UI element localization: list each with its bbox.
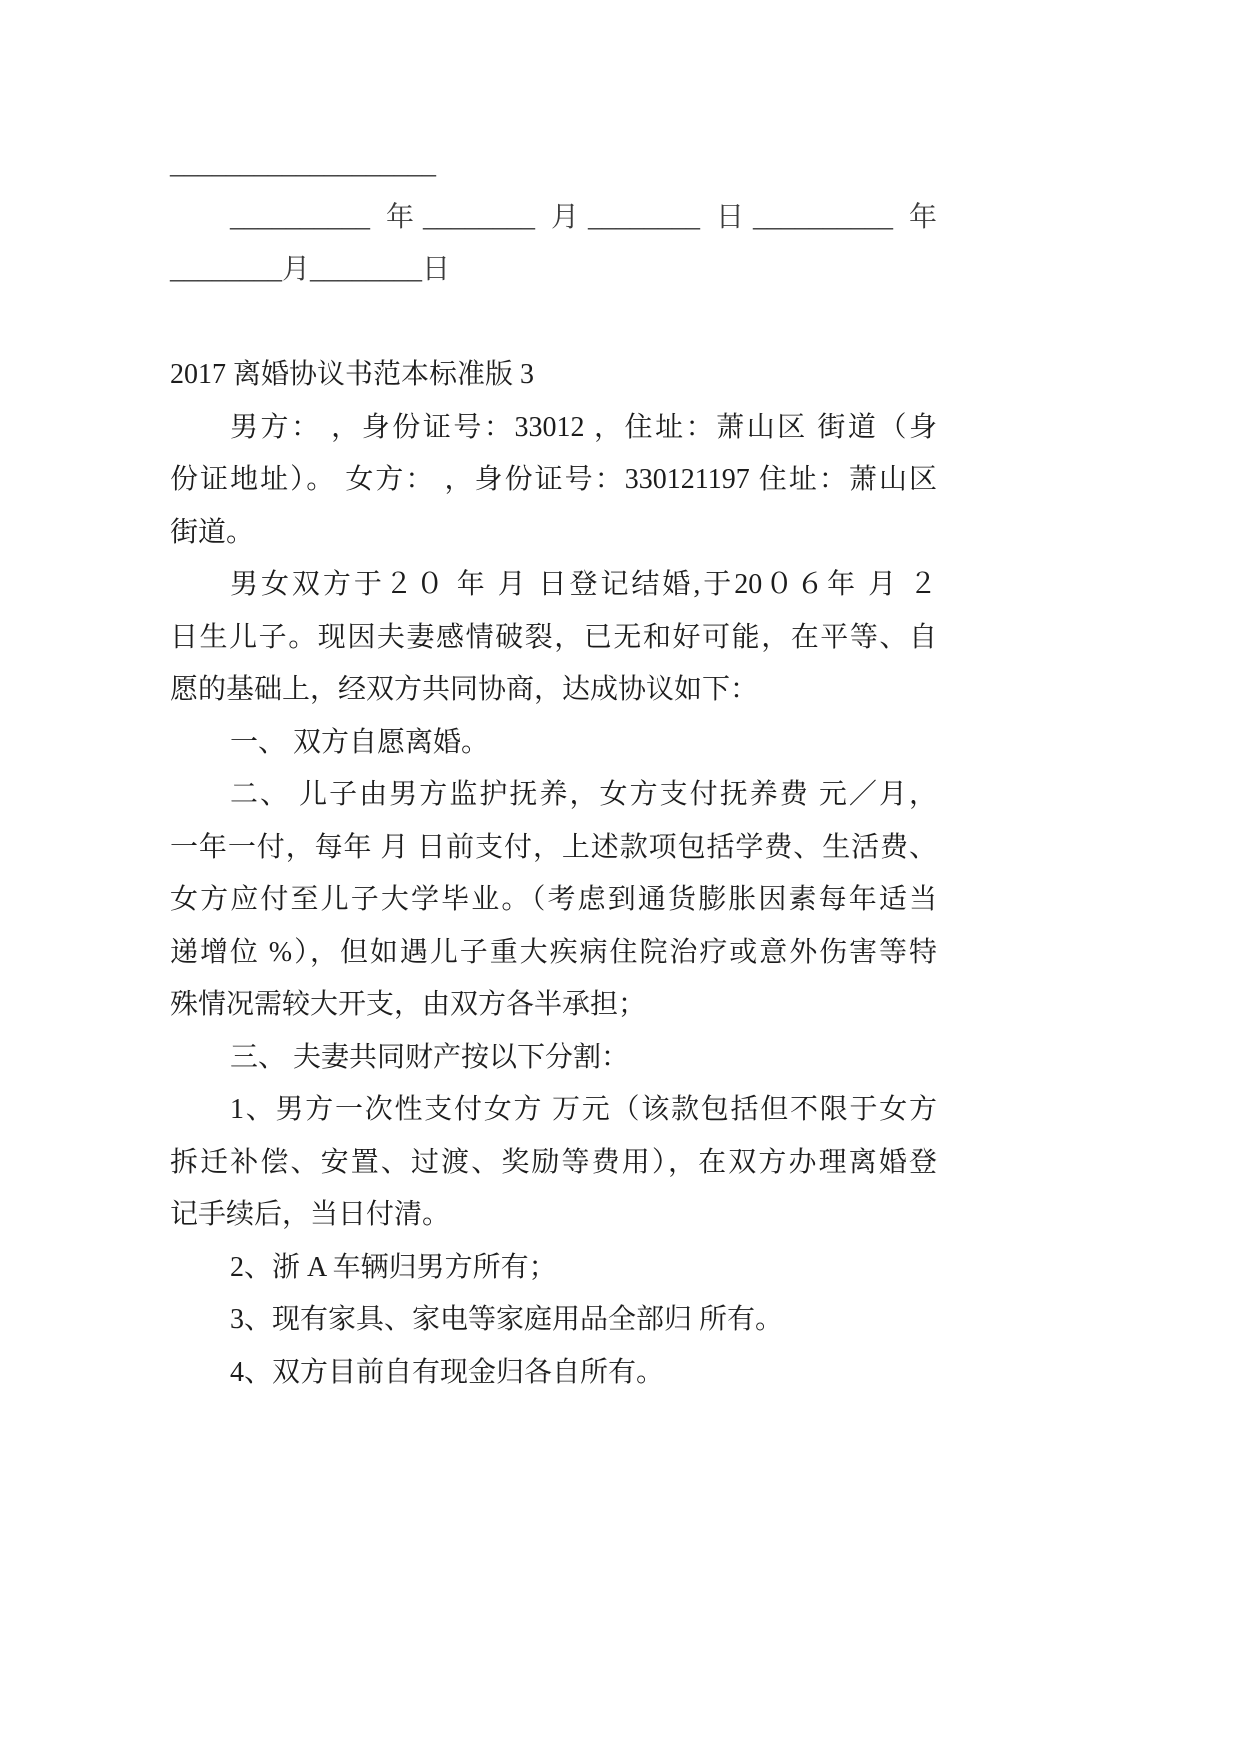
paragraph-line: 日生儿子。现因夫妻感情破裂，已无和好可能，在平等、自 <box>170 621 937 653</box>
clause-3: 三、 夫妻共同财产按以下分割： <box>230 1041 630 1073</box>
clause-1: 一、 双方自愿离婚。 <box>230 726 490 758</box>
paragraph-line: 1、男方一次性支付女方 万元（该款包括但不限于女方 <box>230 1094 937 1125</box>
blank-spacer <box>170 297 937 350</box>
document-title: 2017 离婚协议书范本标准版 3 <box>170 359 535 390</box>
parties-paragraph <box>170 402 937 560</box>
paragraph-line: 殊情况需较大开支，由双方各半承担； <box>170 989 647 1020</box>
date-blank-line: ________月________日 <box>170 254 451 285</box>
paragraph-line: 街道。 <box>170 516 255 548</box>
paragraph-line: 记手续后，当日付清。 <box>170 1199 451 1230</box>
paragraph-line: 女方应付至儿子大学毕业。（考虑到通货膨胀因素每年适当 <box>170 884 937 915</box>
property-item-4: 4、双方目前自有现金归各自所有。 <box>230 1356 665 1388</box>
paragraph-line: 二、 儿子由男方监护抚养，女方支付抚养费 元／月， <box>230 779 937 810</box>
paragraph-line: 份证地址）。 女方： ，身份证号：330121197 住址：萧山区 <box>170 464 937 495</box>
property-item-3: 3、现有家具、家电等家庭用品全部归 所有。 <box>230 1304 784 1335</box>
paragraph-line: 递增位 %），但如遇儿子重大疾病住院治疗或意外伤害等特 <box>170 936 937 968</box>
date-blank-line: __________ 年________ 月________ 日__________ 年 <box>230 201 937 233</box>
paragraph-line: 拆迁补偿、安置、过渡、奖励等费用），在双方办理离婚登 <box>170 1146 937 1178</box>
paragraph-line: 一年一付，每年 月 日前支付，上述款项包括学费、生活费、 <box>170 831 937 863</box>
paragraph-line: 男女双方于２０ 年 月 日登记结婚,于20０６年 月 ２ <box>230 569 937 600</box>
paragraph-line: 男方： ，身份证号：33012 ，住址：萧山区 街道（身 <box>230 411 937 443</box>
document-body <box>170 139 937 1399</box>
clause-2 <box>170 769 937 1032</box>
marriage-paragraph <box>170 559 937 717</box>
paragraph-line: 愿的基础上，经双方共同协商，达成协议如下： <box>170 674 759 705</box>
property-item-1 <box>170 1084 937 1242</box>
property-item-2: 2、浙 A 车辆归男方所有； <box>230 1251 557 1283</box>
signature-blank-line: ___________________ <box>170 149 436 180</box>
